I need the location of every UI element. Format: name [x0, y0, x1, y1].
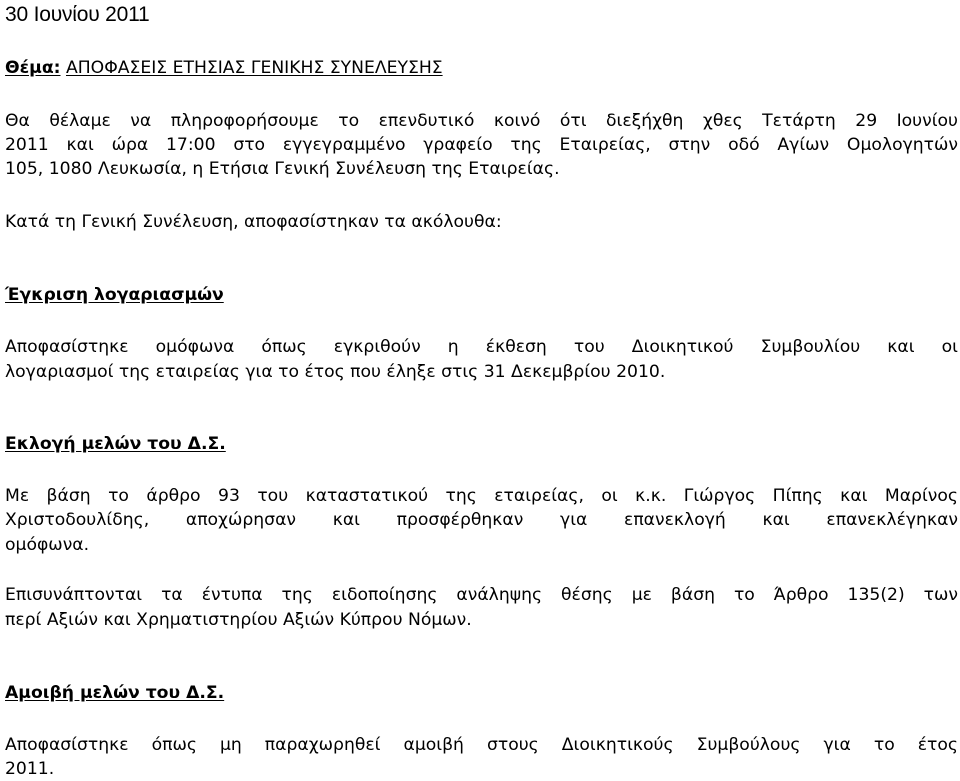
section2-line-1: Με βάση το άρθρο 93 του καταστατικού της εταιρείας, οι κ.κ. Γιώργος Πίπης και Μαρίνος [5, 486, 958, 506]
section3-line-2: 2011. [5, 759, 55, 779]
section-heading-board-remuneration: Αμοιβή μελών του Δ.Σ. [5, 683, 225, 703]
section1-line-2: λογαριασμοί της εταιρείας για το έτος που έληξε στις 31 Δεκεμβρίου 2010. [5, 362, 666, 382]
section2-line-2: Χριστοδουλίδης, αποχώρησαν και προσφέρθηκαν για επανεκλογή και επανεκλέγηκαν [5, 510, 958, 530]
section-heading-accounts: Έγκριση λογαριασμών [5, 285, 224, 305]
subject-text: ΑΠΟΦΑΣΕΙΣ ΕΤΗΣΙΑΣ ΓΕΝΙΚΗΣ ΣΥΝΕΛΕΥΣΗΣ [65, 58, 443, 78]
document-date: 30 Ιουνίου 2011 [5, 3, 150, 26]
section-heading-board-election: Εκλογή μελών του Δ.Σ. [5, 434, 226, 454]
subject-label: Θέμα: [5, 58, 61, 78]
section2-line-3: ομόφωνα. [5, 535, 90, 555]
intro-line-3: 105, 1080 Λευκωσία, η Ετήσια Γενική Συνέλευση της Εταιρείας. [5, 159, 560, 179]
section2-extra-line-1: Επισυνάπτονται τα έντυπα της ειδοποίησης ανάληψης θέσης με βάση το Άρθρο 135(2) των [5, 585, 958, 605]
intro-line-1: Θα θέλαμε να πληροφορήσουμε το επενδυτικό κοινό ότι διεξήχθη χθες Τετάρτη 29 Ιουνίου [5, 111, 958, 131]
decisions-intro: Κατά τη Γενική Συνέλευση, αποφασίστηκαν τα ακόλουθα: [5, 212, 502, 232]
subject-line [5, 56, 443, 80]
section1-line-1: Αποφασίστηκε ομόφωνα όπως εγκριθούν η έκθεση του Διοικητικού Συμβουλίου και οι [5, 337, 958, 357]
section3-line-1: Αποφασίστηκε όπως μη παραχωρηθεί αμοιβή στους Διοικητικούς Συμβούλους για το έτος [5, 735, 958, 755]
section2-extra-line-2: περί Αξιών και Χρηματιστηρίου Αξιών Κύπρου Νόμων. [5, 610, 472, 630]
intro-line-2: 2011 και ώρα 17:00 στο εγγεγραμμένο γραφείο της Εταιρείας, στην οδό Αγίων Ομολογητών [5, 135, 958, 155]
